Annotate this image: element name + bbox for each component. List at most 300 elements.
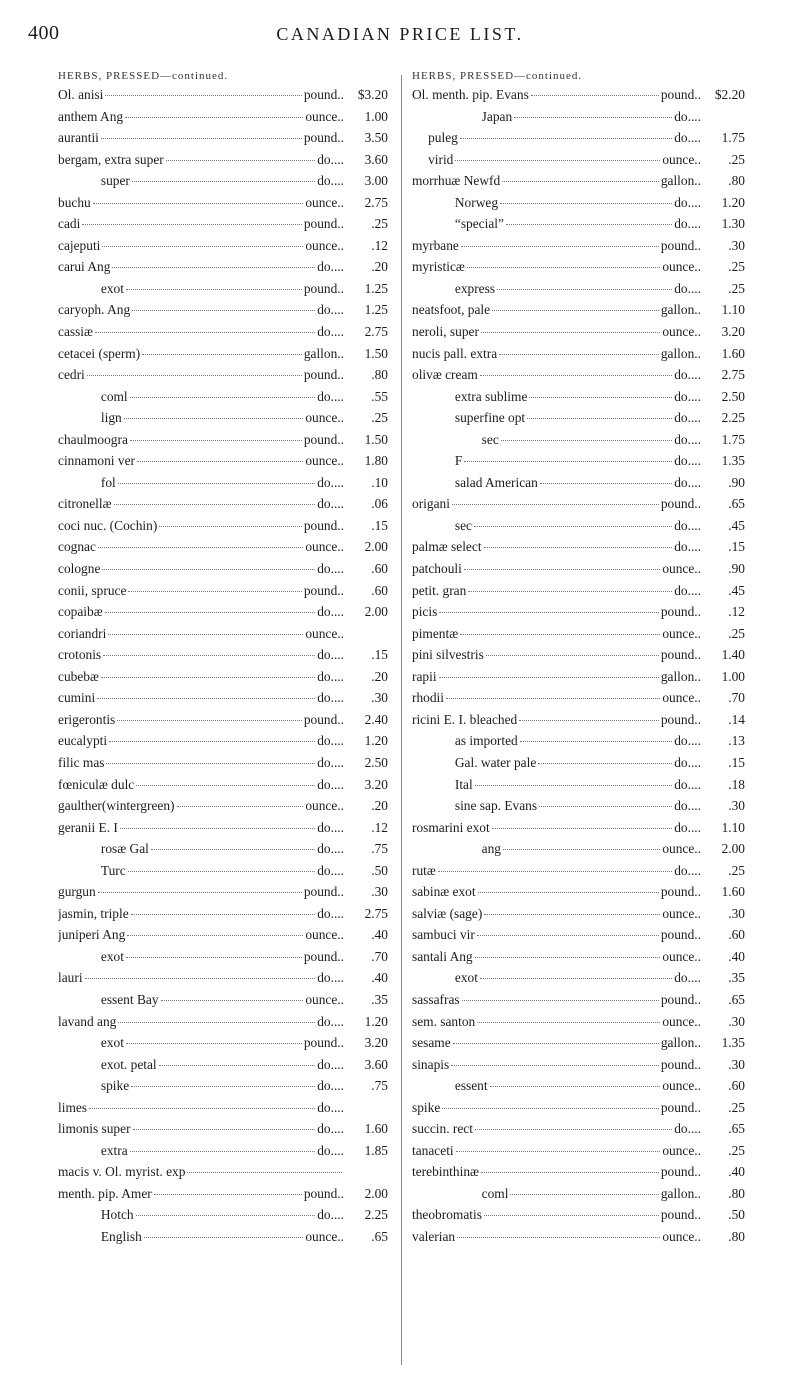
price-entry [58,1207,388,1229]
leader-dots [538,763,672,764]
price-entry [412,1164,745,1186]
leader-dots [452,504,659,505]
entry-price: 1.30 [721,216,745,232]
price-entry [58,561,388,583]
entry-name: ang [481,841,502,857]
leader-dots [154,1194,302,1195]
entry-name: exot. petal [100,1056,157,1072]
entry-name: gaulther(wintergreen) [58,798,175,814]
price-entry [412,863,745,885]
entry-unit: ounce.. [662,625,701,641]
entry-price: 2.75 [364,905,388,921]
price-entry [412,1207,745,1229]
price-entry [412,1078,745,1100]
entry-price: .25 [371,216,388,232]
leader-dots [439,612,659,613]
entry-unit: do.... [317,690,344,706]
price-entry [58,690,388,712]
price-entry [412,496,745,518]
leader-dots [102,246,303,247]
leader-dots [105,95,301,96]
entry-unit: ounce.. [305,108,344,124]
entry-name: exot [100,1035,124,1051]
price-entry [412,389,745,411]
price-entry [412,410,745,432]
price-entry [58,906,388,928]
entry-price: .13 [728,733,745,749]
entry-name: buchu [58,194,91,210]
entry-name: sabinæ exot [412,884,476,900]
entry-name: exot [454,970,478,986]
entry-unit: pound.. [303,517,344,533]
leader-dots [499,354,659,355]
entry-price: 1.60 [364,1121,388,1137]
leader-dots [446,698,660,699]
entry-unit: do.... [317,733,344,749]
leader-dots [527,418,672,419]
leader-dots [82,224,302,225]
leader-dots [475,1129,672,1130]
entry-price: 1.60 [721,345,745,361]
price-entry [58,669,388,691]
entry-unit: pound.. [660,604,701,620]
price-entry [58,130,388,152]
entry-unit: ounce.. [662,1078,701,1094]
entry-name: lign [100,410,122,426]
leader-dots [118,1022,315,1023]
leader-dots [159,526,302,527]
price-entry [412,1229,745,1251]
entry-name: rosmarini exot [412,819,490,835]
entry-price: $2.20 [714,87,745,102]
price-entry [58,1057,388,1079]
page-header [0,22,800,52]
entry-unit: do.... [317,1078,344,1094]
entry-unit: do.... [317,970,344,986]
price-entry [412,346,745,368]
leader-dots [453,1043,659,1044]
column-divider [401,75,402,1365]
entry-name: menth. pip. Amer [58,1185,152,1201]
leader-dots [500,203,672,204]
price-entry [412,604,745,626]
entry-unit: ounce.. [305,410,344,426]
entry-price: .15 [371,647,388,663]
entry-price: .35 [371,991,388,1007]
entry-name: Hotch [100,1207,134,1223]
price-entry [412,626,745,648]
price-entry [412,712,745,734]
entry-price: .45 [728,582,745,598]
price-entry [58,712,388,734]
price-entry [58,475,388,497]
entry-price: 1.35 [721,453,745,469]
entry-unit: do.... [674,517,701,533]
price-entry [58,626,388,648]
entry-price: .65 [371,1228,388,1244]
entry-name: limonis super [58,1121,131,1137]
entry-name: jasmin, triple [58,905,129,921]
entry-unit: ounce.. [305,625,344,641]
entry-unit: pound.. [660,1056,701,1072]
entry-name: limes [58,1099,88,1115]
entry-name: succin. rect [412,1121,473,1137]
entry-name: cedri [58,367,85,383]
entry-name: myrbane [412,237,459,253]
entry-unit: do.... [317,302,344,318]
entry-price: .90 [728,561,745,577]
entry-price: .25 [728,259,745,275]
leader-dots [101,138,302,139]
leader-dots [85,978,316,979]
price-entry [58,238,388,260]
leader-dots [95,332,315,333]
leader-dots [484,547,673,548]
entry-name: picis [412,604,438,620]
price-entry [58,604,388,626]
entry-name: cajeputi [58,237,101,253]
entry-name: exot [100,280,124,296]
entry-price: 2.50 [364,754,388,770]
entry-unit: pound.. [660,237,701,253]
entry-unit: do.... [317,754,344,770]
entry-unit: gallon.. [660,1185,701,1201]
entry-unit: do.... [317,1142,344,1158]
entry-unit: ounce.. [305,453,344,469]
entry-name: coml [481,1185,509,1201]
price-entry [58,1164,388,1186]
leader-dots [102,569,315,570]
entry-price: .60 [371,561,388,577]
price-entry [412,302,745,324]
entry-unit: pound.. [660,927,701,943]
entry-price: .30 [728,1056,745,1072]
entry-name: sine sap. Evans [454,798,538,814]
entry-name: patchouli [412,561,462,577]
entry-price: .75 [371,1078,388,1094]
price-entry [412,324,745,346]
price-entry [412,1121,745,1143]
leader-dots [462,1000,659,1001]
entry-price: 1.20 [364,1013,388,1029]
entry-unit: gallon.. [303,345,344,361]
price-entry [412,690,745,712]
price-entry [412,475,745,497]
entry-name: macis v. Ol. myrist. exp [58,1164,186,1180]
leader-dots [101,677,315,678]
entry-name: Norweg [454,194,499,210]
entry-unit: do.... [317,841,344,857]
entry-price: 3.20 [721,324,745,340]
entry-unit: pound.. [303,1185,344,1201]
leader-dots [438,871,672,872]
leader-dots [477,1022,660,1023]
entry-unit: do.... [317,862,344,878]
entry-unit: ounce.. [662,1142,701,1158]
entry-name: aurantii [58,130,99,146]
entry-name: lavand ang [58,1013,117,1029]
entry-price: .20 [371,668,388,684]
entry-unit: pound.. [303,280,344,296]
leader-dots [105,612,316,613]
entry-name: cetacei (sperm) [58,345,141,361]
price-entry [58,259,388,281]
price-entry [58,733,388,755]
price-entry [412,259,745,281]
entry-name: anthem Ang [58,108,124,124]
entry-unit: ounce.. [662,1228,701,1244]
entry-price: 1.85 [364,1142,388,1158]
entry-unit: gallon.. [660,1035,701,1051]
leader-dots [137,461,303,462]
leader-dots [126,1043,302,1044]
leader-dots [130,440,302,441]
leader-dots [490,1086,661,1087]
entry-price: .65 [728,991,745,1007]
entry-unit: pound.. [660,991,701,1007]
price-entry [58,324,388,346]
entry-price: .20 [371,798,388,814]
entry-name: spike [412,1099,441,1115]
entry-name: eucalypti [58,733,108,749]
price-entry [412,173,745,195]
leader-dots [108,634,303,635]
price-entry [58,583,388,605]
entry-name: “special” [454,216,504,232]
leader-dots [506,224,672,225]
entry-unit: ounce.. [662,151,701,167]
entry-price: 3.60 [364,151,388,167]
entry-price: 2.25 [364,1207,388,1223]
leader-dots [120,828,315,829]
price-entry [58,798,388,820]
price-entry [412,432,745,454]
entry-price: .60 [728,1078,745,1094]
entry-name: Ital [454,776,473,792]
entry-unit: ounce.. [305,539,344,555]
entry-unit: ounce.. [305,927,344,943]
leader-dots [455,160,660,161]
entry-price: .65 [728,1121,745,1137]
entry-price: 1.00 [721,668,745,684]
entry-name: origani [412,496,450,512]
entry-name: rhodii [412,690,444,706]
entry-price: 1.80 [364,453,388,469]
price-entry [58,1229,388,1251]
entry-unit: do.... [317,496,344,512]
leader-dots [130,397,316,398]
entry-unit: do.... [317,668,344,684]
price-entry [412,130,745,152]
entry-name: sambuci vir [412,927,475,943]
entry-price: 1.50 [364,431,388,447]
entry-price: 1.35 [721,1035,745,1051]
entry-unit: ounce.. [305,991,344,1007]
entry-unit: do.... [317,905,344,921]
leader-dots [540,483,672,484]
leader-dots [457,1237,660,1238]
leader-dots [456,1151,661,1152]
price-entry [58,755,388,777]
entry-price: .20 [371,259,388,275]
entry-unit: pound.. [303,1035,344,1051]
price-entry [58,1100,388,1122]
entry-name: cadi [58,216,81,232]
entry-price: 2.75 [364,324,388,340]
entry-price: .15 [728,754,745,770]
entry-unit: gallon.. [660,668,701,684]
price-entry [58,496,388,518]
price-entry [58,647,388,669]
entry-price: .30 [371,884,388,900]
entry-name: sesame [412,1035,451,1051]
entry-name: conii, spruce [58,582,127,598]
leader-dots [475,957,661,958]
entry-name: Gal. water pale [454,754,537,770]
entry-name: as imported [454,733,518,749]
entry-name: palmæ select [412,539,482,555]
price-entry [58,949,388,971]
leader-dots [460,634,660,635]
leader-dots [136,1215,316,1216]
leader-dots [187,1172,342,1173]
entry-unit: do.... [317,819,344,835]
entry-unit: do.... [317,1207,344,1223]
price-entry [412,1100,745,1122]
entry-unit: pound.. [303,216,344,232]
entry-price: .12 [371,237,388,253]
entry-name: superfine opt [454,410,526,426]
entry-name: fœniculæ dulc [58,776,135,792]
right-column [412,65,745,1251]
entry-name: nucis pall. extra [412,345,498,361]
entry-price: 1.20 [721,194,745,210]
running-title: CANADIAN PRICE LIST. [276,24,524,44]
leader-dots [103,655,315,656]
price-entry [58,1143,388,1165]
leader-dots [98,892,302,893]
entry-unit: do.... [674,776,701,792]
price-entry [58,1121,388,1143]
entry-price: .40 [371,927,388,943]
entry-unit: do.... [317,776,344,792]
entry-name: crotonis [58,647,102,663]
entry-name: F [454,453,463,469]
entry-unit: do.... [317,1013,344,1029]
price-entry [412,583,745,605]
entry-unit: do.... [674,819,701,835]
entry-price: .40 [728,1164,745,1180]
leader-dots [468,591,672,592]
entry-unit: ounce.. [305,194,344,210]
leader-dots [151,849,315,850]
entry-name: express [454,280,496,296]
leader-dots [480,375,672,376]
leader-dots [131,1086,315,1087]
entry-unit: do.... [317,324,344,340]
entry-name: cumini [58,690,96,706]
entry-price: .25 [728,280,745,296]
leader-dots [131,914,316,915]
price-entry [412,367,745,389]
entry-name: cologne [58,561,101,577]
entry-price: .25 [728,1099,745,1115]
leader-dots [133,1129,316,1130]
entry-name: extra [100,1142,128,1158]
entry-price: 2.00 [721,841,745,857]
entry-price: .80 [728,1228,745,1244]
price-entry [58,367,388,389]
entry-unit: do.... [674,733,701,749]
entry-price: .65 [728,496,745,512]
entry-price: .80 [728,173,745,189]
entry-unit: pound.. [303,711,344,727]
entry-price: .70 [728,690,745,706]
entry-unit: do.... [674,108,701,124]
entry-name: pini silvestris [412,647,484,663]
entry-unit: pound.. [660,1099,701,1115]
price-entry [58,539,388,561]
entry-price: .50 [728,1207,745,1223]
entry-unit: pound.. [660,647,701,663]
entry-unit: pound.. [660,884,701,900]
leader-dots [497,289,672,290]
entry-unit: pound.. [303,87,344,102]
entry-name: Ol. anisi [58,87,104,102]
entry-name: tanaceti [412,1142,454,1158]
leader-dots [529,397,672,398]
leader-dots [481,332,660,333]
price-list [412,87,745,1251]
leader-dots [142,354,302,355]
entry-price: 1.75 [721,130,745,146]
entry-price: .30 [728,798,745,814]
price-entry [58,216,388,238]
price-entry [412,87,745,109]
section-heading: HERBS, PRESSED—continued. [412,70,583,82]
entry-name: fol [100,474,116,490]
price-entry [58,820,388,842]
price-entry [58,927,388,949]
entry-unit: do.... [674,194,701,210]
entry-price: 3.20 [364,776,388,792]
entry-price: 3.50 [364,130,388,146]
page-number: 400 [28,22,60,44]
entry-unit: ounce.. [662,1013,701,1029]
leader-dots [442,1108,659,1109]
entry-unit: ounce.. [305,1228,344,1244]
entry-name: chaulmoogra [58,431,128,447]
leader-dots [467,267,661,268]
entry-price: 3.20 [364,1035,388,1051]
leader-dots [461,246,659,247]
entry-price: 1.25 [364,280,388,296]
price-entry [412,777,745,799]
entry-price: 2.75 [364,194,388,210]
entry-name: citronellæ [58,496,112,512]
leader-dots [112,267,315,268]
entry-unit: ounce.. [662,841,701,857]
entry-unit: ounce.. [662,324,701,340]
price-entry [58,173,388,195]
entry-name: geranii E. I [58,819,118,835]
price-entry [412,1014,745,1036]
entry-price: 2.50 [721,388,745,404]
entry-unit: pound.. [303,884,344,900]
entry-name: petit. gran [412,582,467,598]
entry-name: bergam, extra super [58,151,164,167]
entry-price: .70 [371,948,388,964]
